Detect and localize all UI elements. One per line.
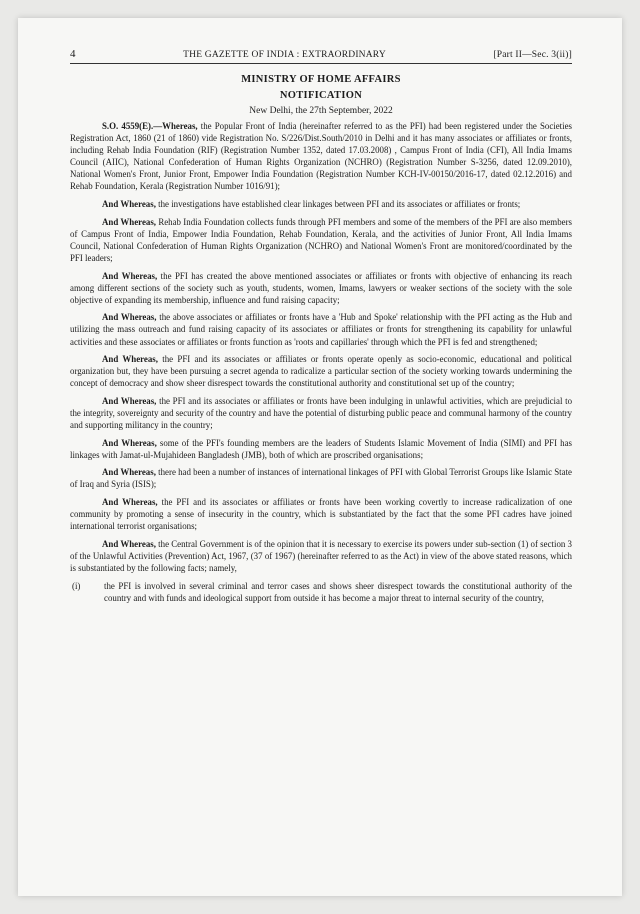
paragraph-lead: S.O. 4559(E).—Whereas, — [102, 121, 198, 131]
paragraph-lead: And Whereas, — [102, 497, 158, 508]
gazette-page — [18, 18, 622, 896]
paragraph-text: the Central Government is of the opinion that it is necessary to exercise its powers under sub-section (1) of section 3 of the Unlawful Activities (Prevention) Act, 1967, (37 of 1967) (hereinafter referred to as the Act) in view of the above stated reasons, which is substantiated by the following facts; namely, — [70, 538, 572, 573]
paragraph-text: the above associates or affiliates or fronts have a 'Hub and Spoke' relationship with the PFI acting as the Hub and utilizing the mass outreach and fund raising capacity of its associates or affiliates or fronts for strengthening its capability for unlawful activities and these associates or affiliates or fronts function as 'roots and capillaries' through which the PFI is fed and strengthened; — [70, 312, 572, 347]
paragraph-text: the PFI and its associates or affiliates or fronts have been working covertly to increase radicalization of one community by promoting a sense of insecurity in the country, which is substantiated by the fact that the some PFI cadres have joined international terrorist organisations; — [70, 497, 573, 532]
paragraph-lead: And Whereas, — [102, 354, 158, 365]
notification-heading: NOTIFICATION — [279, 90, 363, 101]
paragraph-text: the PFI has created the above mentioned associates or affiliates or fronts with objective of enhancing its reach among different sections of the society such as youth, students, women, Imams, lawyers or weaker sections of the society with the sole objective of expanding its membership, influence and fund raising capacity; — [70, 270, 572, 305]
section-label: [Part II—Sec. 3(ii)] — [493, 50, 572, 60]
paragraph — [70, 538, 572, 574]
page-number: 4 — [70, 48, 76, 60]
paragraph-lead: And Whereas, — [102, 270, 158, 281]
paragraph — [70, 496, 572, 532]
paragraph-lead: And Whereas, — [102, 467, 156, 478]
publication-title: THE GAZETTE OF INDIA : EXTRAORDINARY — [183, 50, 386, 60]
paragraph — [70, 311, 572, 347]
page-header — [70, 48, 572, 64]
notification-body — [70, 120, 572, 604]
paragraph — [70, 353, 572, 389]
list-item — [70, 580, 572, 604]
paragraph-lead: And Whereas, — [102, 437, 157, 448]
paragraph-lead: And Whereas, — [102, 199, 156, 210]
paragraph-text: the investigations have established clear linkages between PFI and its associates or affiliates or fronts; — [155, 199, 521, 210]
date-line: New Delhi, the 27th September, 2022 — [249, 106, 393, 116]
paragraph-text: Rehab India Foundation collects funds through PFI members and some of the members of the PFI are also members of Campus Front of India, Empower India Foundation, Rehab Foundation, Kerala, and the activities of Junior Front, All India Imams Council, National Confederation of Human Rights Organization (NCHRO) and National Women's Front are monitored/coordinated by the PFI leaders; — [70, 216, 572, 263]
paragraph-text: the PFI and its associates or affiliates or fronts operate openly as socio-economic, educational and political organization but, they have been pursuing a secret agenda to radicalize a particular section of the society working towards undermining the concept of democracy and show sheer disrespect towards the constitutional authority and constitutional set up of the country; — [70, 354, 572, 389]
paragraph — [70, 437, 572, 461]
paragraph-lead: And Whereas, — [102, 538, 156, 549]
paragraph — [70, 198, 572, 210]
paragraph — [70, 395, 572, 431]
list-marker: (i) — [72, 580, 81, 591]
paragraph-lead: And Whereas, — [102, 395, 157, 406]
paragraph-text: the PFI and its associates or affiliates or fronts have been indulging in unlawful activities, which are prejudicial to the integrity, sovereignty and security of the country and have the potential of disturbing public peace and communal harmony of the country and supporting militancy in the country; — [70, 395, 573, 431]
paragraph — [70, 216, 572, 264]
paragraph — [70, 466, 572, 490]
list-text: the PFI is involved in several criminal and terror cases and shows sheer disrespect towards the constitutional authority of the country and with funds and ideological support from outside it has become a major threat to internal security of the country, — [104, 580, 572, 603]
paragraph-lead: And Whereas, — [102, 216, 157, 227]
ministry-heading: MINISTRY OF HOME AFFAIRS — [241, 74, 401, 85]
paragraph-text: there had been a number of instances of international linkages of PFI with Global Terrorist Groups like Islamic State of Iraq and Syria (ISIS); — [70, 467, 572, 490]
paragraph-lead: And Whereas, — [102, 312, 157, 323]
paragraph-text: the Popular Front of India (hereinafter referred to as the PFI) had been registered under the Societies Registration Act, 1860 (21 of 1860) vide Registration No. S/226/Dist.South/2010 in Delhi and it has many associates or affiliates or fronts, including Rehab India Foundation (RIF) (Registration Number 1352, dated 17.03.2008) , Campus Front of India (CFI), All India Imams Council (AIIC), National Confederation of Human Rights Organization (NCHRO) (Registration Number S-3256, dated 12.09.2010), National Women's Front, Junior Front, Empower India Foundation (Registration Number KCH-IV-00150/2016-17, dated 02.12.2016) and Rehab Foundation, Kerala (Registration Number 1016/91); — [70, 121, 573, 192]
paragraph-text: some of the PFI's founding members are the leaders of Students Islamic Movement of India (SIMI) and PFI has linkages with Jamat-ul-Mujahideen Bangladesh (JMB), both of which are proscribed organisations; — [70, 437, 572, 460]
paragraph — [70, 270, 572, 306]
paragraph — [70, 120, 572, 193]
